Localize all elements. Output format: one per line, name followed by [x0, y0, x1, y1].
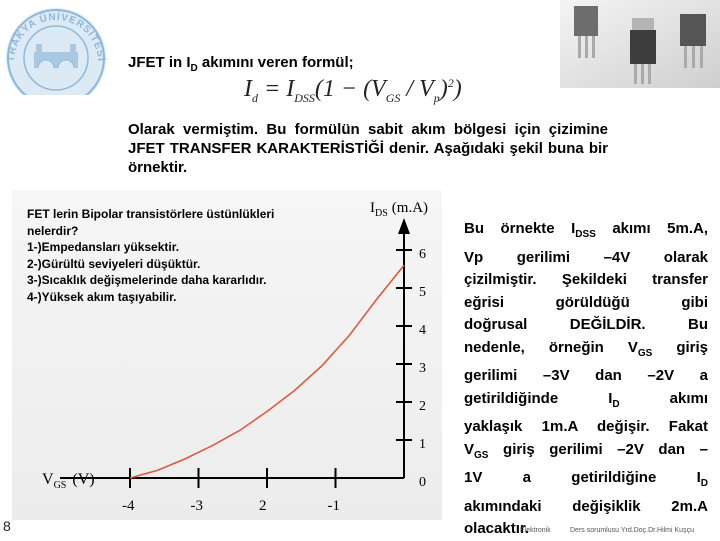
- y-tick-label: 4: [419, 323, 426, 338]
- explain-line: 1V a getirildiğine $I_D$: [464, 469, 708, 489]
- logo-text: TRAKYA ÜNİVERSİTESİ: [5, 11, 107, 63]
- explain-line: $V_{GS}$ giriş gerilimi –2V dan –: [464, 440, 708, 461]
- explain-line: çizilmiştir. Şekildeki transfer: [464, 271, 708, 288]
- y-tick-label: 0: [419, 475, 426, 490]
- y-ticks: [396, 247, 426, 490]
- explanation-text: [464, 218, 708, 541]
- transfer-curve: [130, 265, 404, 478]
- explain-line: gerilimi –3V dan –2V a: [464, 367, 708, 384]
- x-tick-label: -1: [327, 498, 340, 514]
- explain-line: doğrusal DEĞİLDİR. Bu: [464, 316, 708, 333]
- x-tick-label: -3: [190, 498, 203, 514]
- x-ticks: [122, 468, 340, 514]
- y-tick-label: 5: [419, 285, 426, 300]
- x-tick-label: 2: [259, 498, 267, 514]
- y-tick-label: 2: [419, 399, 426, 414]
- explain-line: yaklaşık 1m.A değişir. Fakat: [464, 418, 708, 435]
- explain-line: Bu örnekte $I_{DSS}$ akımı 5m.A,: [464, 220, 708, 240]
- explain-line: Vp gerilimi –4V olarak: [464, 248, 708, 266]
- explain-line: olacaktır.: [464, 520, 530, 537]
- y-tick-label: 3: [419, 361, 426, 376]
- explain-line: nedenle, örneğin $V_{GS}$ giriş: [464, 338, 708, 359]
- list-item: 1-)Empedansları yüksektir.: [27, 240, 180, 254]
- list-item: 3-)Sıcaklık değişmelerinde daha kararlıdır.: [27, 273, 267, 287]
- explain-line: akımındaki değişiklik 2m.A: [464, 497, 708, 515]
- y-tick-label: 1: [419, 437, 426, 452]
- list-item: nelerdir?: [27, 223, 79, 238]
- x-tick-label: -4: [122, 498, 135, 514]
- list-item: FET lerin Bipolar transistörlere üstünlükleri: [27, 207, 275, 221]
- y-axis-label: $I_{DS}$ (m.A): [370, 200, 429, 219]
- explain-line: getirildiğinde $I_D$ akımı: [464, 389, 708, 410]
- slide-heading: JFET in $I_D$ akımını veren formül;: [128, 54, 354, 74]
- y-tick-label: 6: [419, 247, 426, 262]
- footer-instructor: Ders sorumlusu Yrd.Doç.Dr.Hilmi Kuşçu: [570, 527, 694, 534]
- list-item: 4-)Yüksek akım taşıyabilir.: [27, 289, 177, 304]
- footer-course: Elektronik: [520, 527, 551, 534]
- y-axis-arrow: [398, 218, 410, 234]
- intro-paragraph: Olarak vermiştim. Bu formülün sabit akım bölgesi için çizimine JFET TRANSFER KARAKTERİSTİĞİ denir. Aşağıdaki şekil buna bir örnektir.: [128, 121, 608, 176]
- list-item: 2-)Gürültü seviyeleri düşüktür.: [27, 256, 201, 271]
- explain-line: eğrisi görüldüğü gibi: [464, 293, 708, 311]
- drain-current-formula: $I_d = I_{DSS}(1 - (V_{GS} / V_p)^2)$: [244, 76, 462, 105]
- x-axis-label: $V_{GS}$ (V): [42, 471, 95, 491]
- page-number: 8: [3, 518, 11, 534]
